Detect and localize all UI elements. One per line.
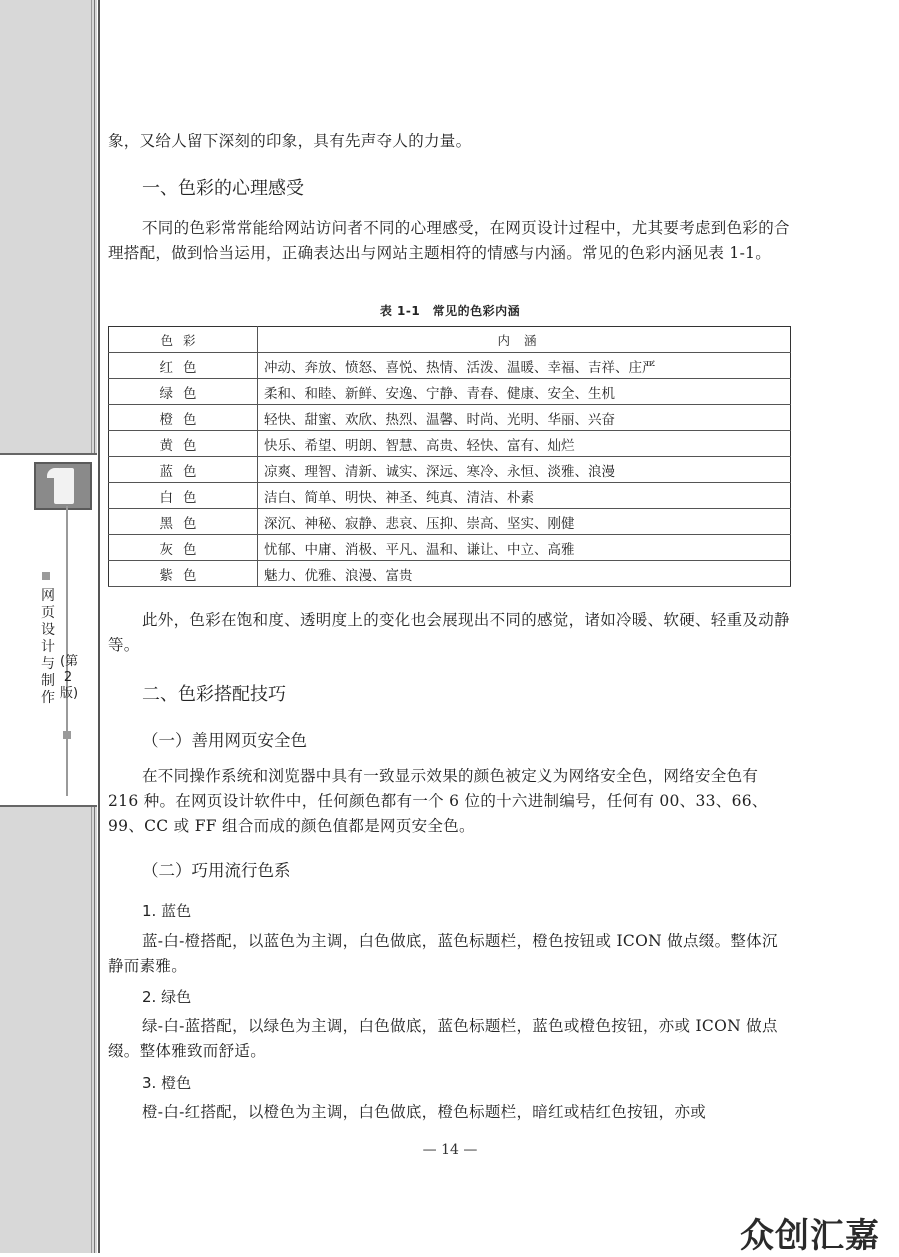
paragraph: 蓝-白-橙搭配，以蓝色为主调，白色做底，蓝色标题栏，橙色按钮或 ICON 做点缀。整体沉静而素雅。 — [108, 932, 778, 975]
subsection-heading: （二）巧用流行色系 — [142, 861, 291, 880]
meaning-cell: 轻快、甜蜜、欢欣、热烈、温馨、时尚、光明、华丽、兴奋 — [258, 405, 791, 431]
subsection-heading: （一）善用网页安全色 — [142, 731, 307, 750]
table-row — [109, 535, 791, 561]
page-number: — 14 — — [422, 1142, 478, 1158]
watermark-logo: 众创汇嘉 — [740, 1216, 880, 1256]
table-row — [109, 483, 791, 509]
meaning-cell: 深沉、神秘、寂静、悲哀、压抑、崇高、坚实、刚健 — [258, 509, 791, 535]
numbered-heading: 1. 蓝色 — [142, 902, 192, 920]
color-cell: 红色 — [109, 353, 258, 379]
table-row — [109, 509, 791, 535]
color-cell: 蓝色 — [109, 457, 258, 483]
color-cell: 灰色 — [109, 535, 258, 561]
table-row — [109, 561, 791, 587]
section-heading: 一、色彩的心理感受 — [142, 178, 304, 199]
meaning-cell: 洁白、简单、明快、神圣、纯真、清洁、朴素 — [258, 483, 791, 509]
color-cell: 黄色 — [109, 431, 258, 457]
square-bullet-icon — [63, 731, 71, 739]
table-row — [109, 379, 791, 405]
color-meaning-table — [108, 326, 791, 587]
tab-divider-line — [66, 506, 68, 796]
table-header-row — [109, 327, 791, 353]
table-row — [109, 353, 791, 379]
table-row — [109, 431, 791, 457]
paragraph: 绿-白-蓝搭配，以绿色为主调，白色做底，蓝色标题栏，蓝色或橙色按钮，亦或 ICON 做点缀。整体雅致而舒适。 — [108, 1017, 778, 1060]
paragraph: 橙-白-红搭配，以橙色为主调，白色做底，橙色标题栏，暗红或桔红色按钮，亦或 — [142, 1103, 707, 1121]
book-title-vertical: 网页设计与制作 — [41, 588, 55, 706]
color-cell: 黑色 — [109, 509, 258, 535]
meaning-cell: 冲动、奔放、愤怒、喜悦、热情、活泼、温暖、幸福、吉祥、庄严 — [258, 353, 791, 379]
table-header-cell: 内涵 — [258, 327, 791, 353]
table-caption: 表 1-1 常见的色彩内涵 — [379, 304, 521, 318]
book-edition-vertical: (第2版) — [60, 654, 79, 701]
meaning-cell: 凉爽、理智、清新、诚实、深远、寒冷、永恒、淡雅、浪漫 — [258, 457, 791, 483]
table-header-cell: 色彩 — [109, 327, 258, 353]
meaning-cell: 快乐、希望、明朗、智慧、高贵、轻快、富有、灿烂 — [258, 431, 791, 457]
chapter-number-icon — [34, 462, 92, 510]
section-heading: 二、色彩搭配技巧 — [142, 684, 286, 705]
color-cell: 橙色 — [109, 405, 258, 431]
color-cell: 紫色 — [109, 561, 258, 587]
table-row — [109, 457, 791, 483]
numbered-heading: 2. 绿色 — [142, 988, 192, 1006]
paragraph: 在不同操作系统和浏览器中具有一致显示效果的颜色被定义为网络安全色，网络安全色有 216 种。在网页设计软件中，任何颜色都有一个 6 位的十六进制编号，任何有 00、33、66、99、CC 或 FF 组合而成的颜色值都是网页安全色。 — [108, 767, 768, 835]
paragraph: 象，又给人留下深刻的印象，具有先声夺人的力量。 — [108, 132, 472, 150]
meaning-cell: 柔和、和睦、新鲜、安逸、宁静、青春、健康、安全、生机 — [258, 379, 791, 405]
color-cell: 白色 — [109, 483, 258, 509]
numbered-heading: 3. 橙色 — [142, 1074, 192, 1092]
meaning-cell: 魅力、优雅、浪漫、富贵 — [258, 561, 791, 587]
square-bullet-icon — [42, 572, 50, 580]
color-cell: 绿色 — [109, 379, 258, 405]
meaning-cell: 忧郁、中庸、消极、平凡、温和、谦让、中立、高雅 — [258, 535, 791, 561]
table-row — [109, 405, 791, 431]
paragraph: 此外，色彩在饱和度、透明度上的变化也会展现出不同的感觉，诸如冷暖、软硬、轻重及动静等。 — [108, 611, 790, 654]
paragraph: 不同的色彩常常能给网站访问者不同的心理感受，在网页设计过程中，尤其要考虑到色彩的合理搭配，做到恰当运用，正确表达出与网站主题相符的情感与内涵。常见的色彩内涵见表 1-1。 — [108, 219, 790, 262]
